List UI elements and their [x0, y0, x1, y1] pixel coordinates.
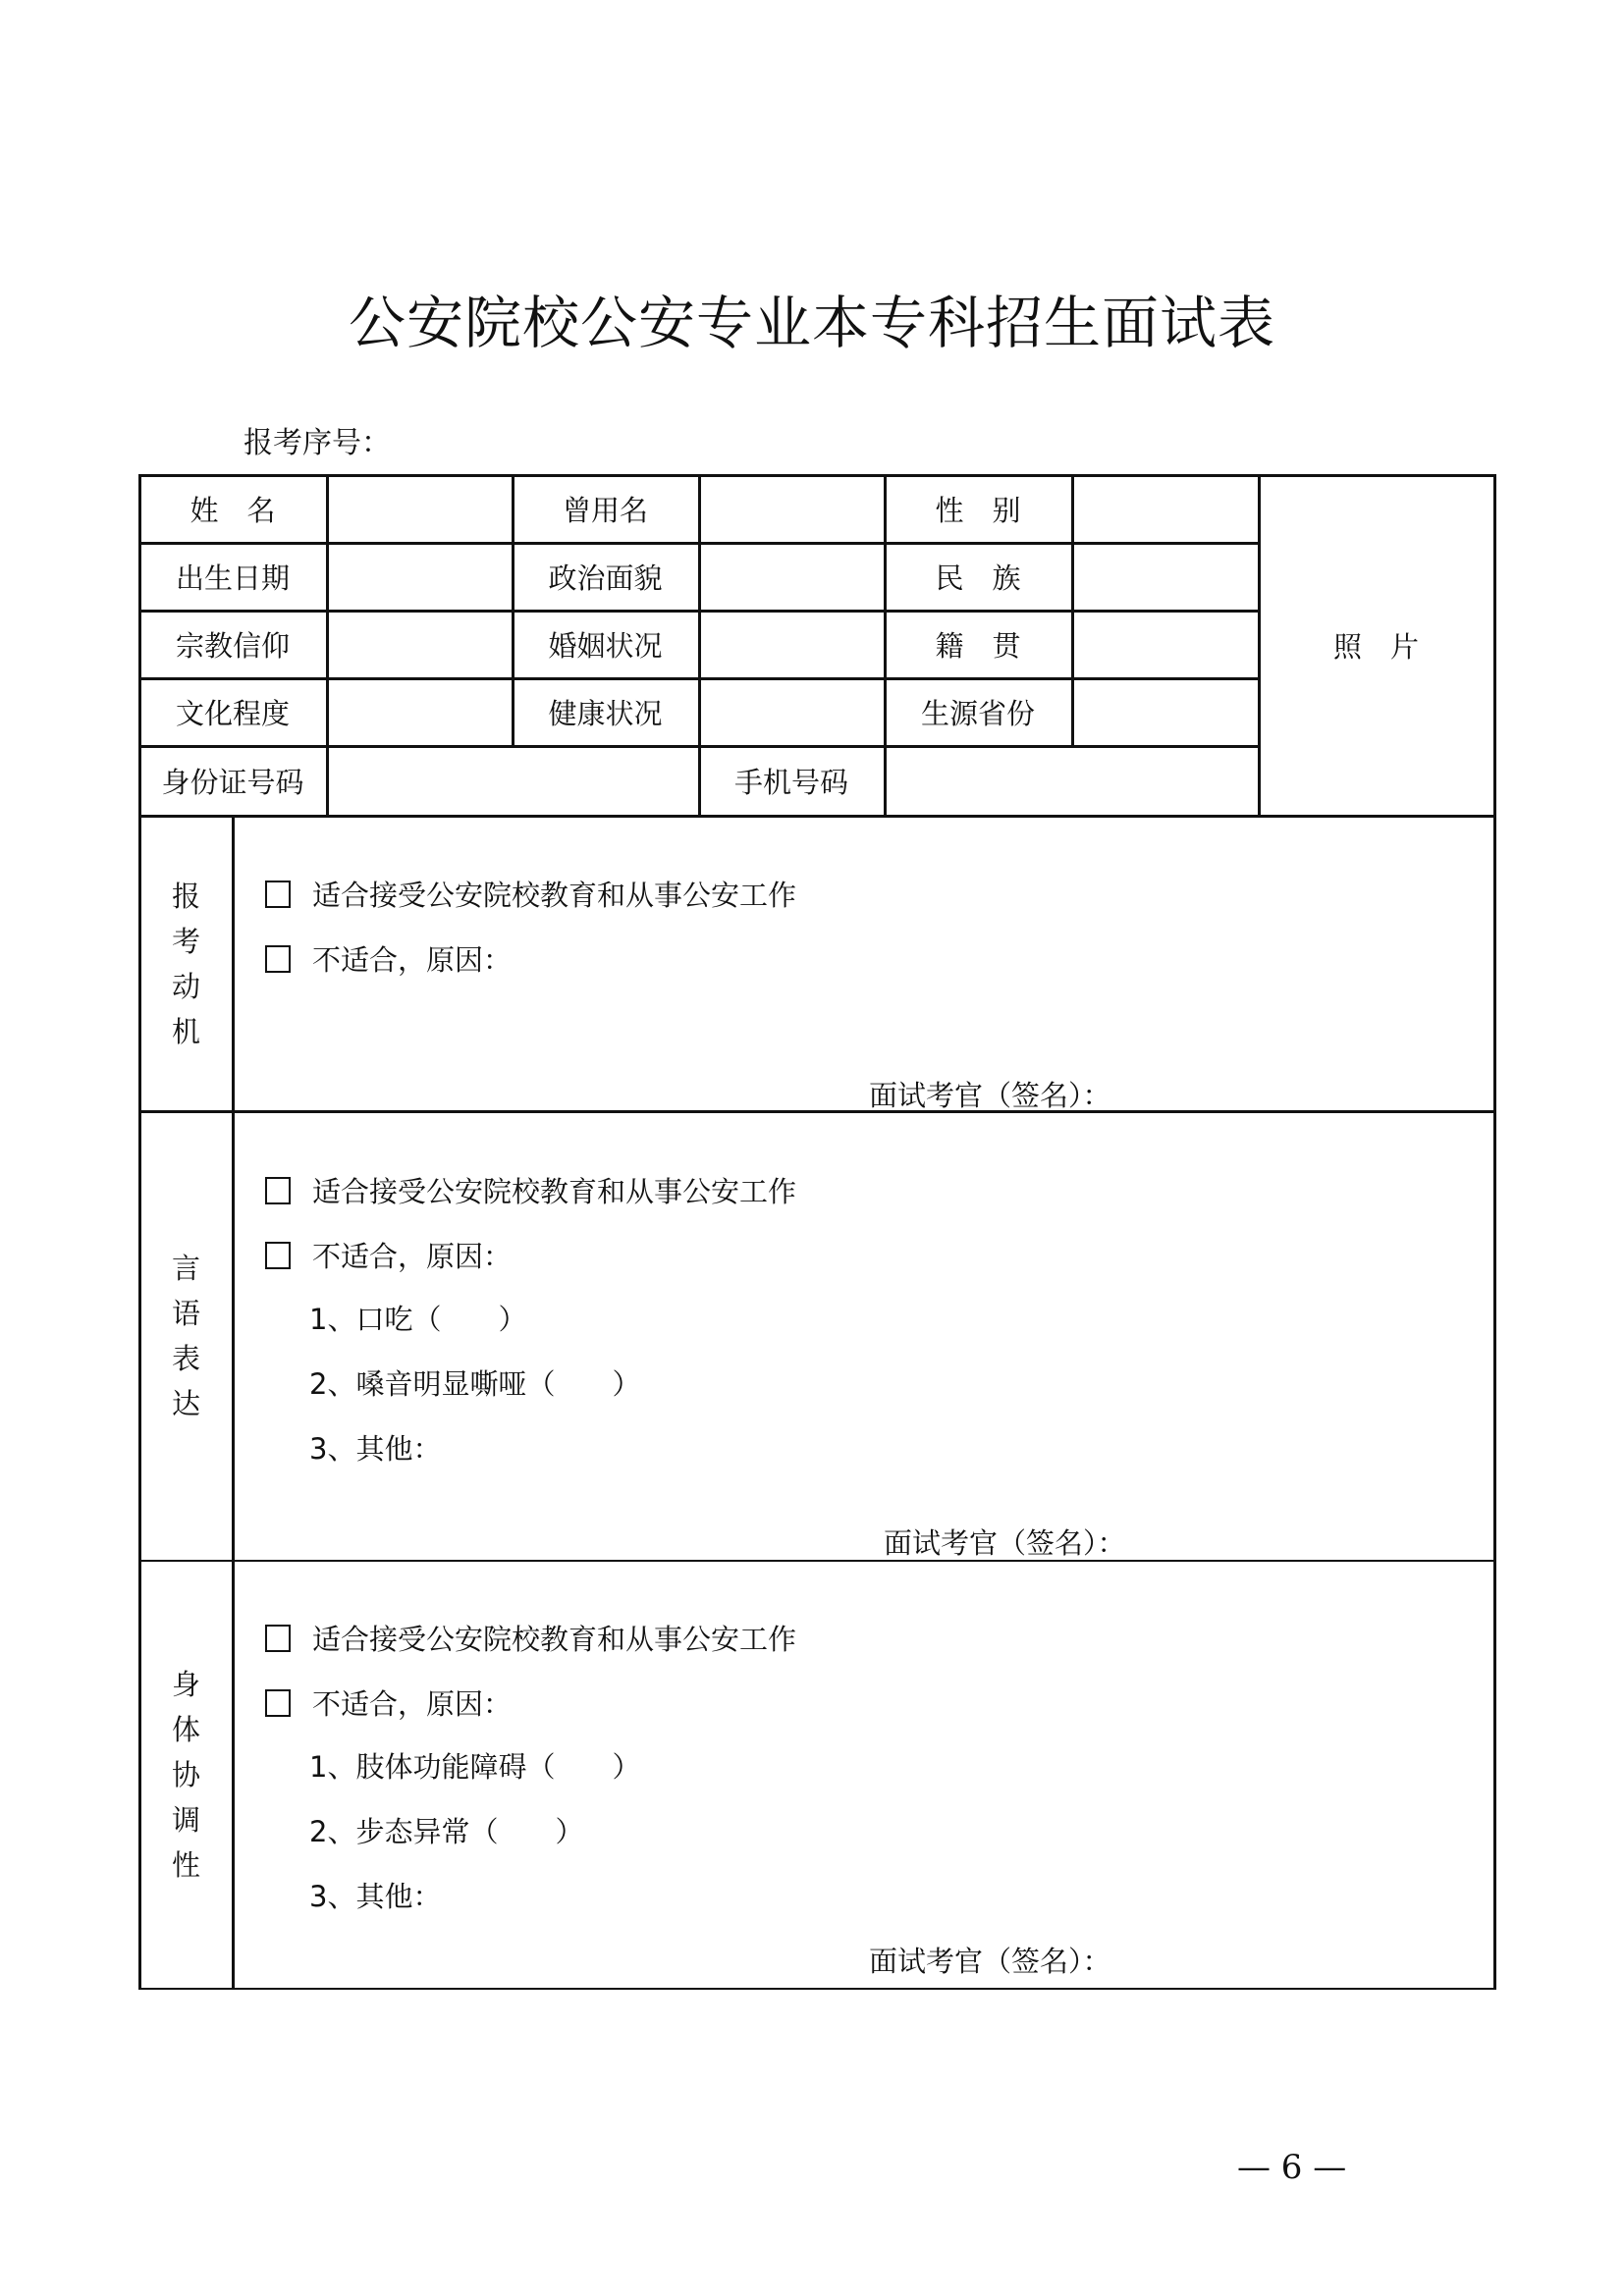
label-marital-status: 婚姻状况 [548, 629, 663, 663]
label-char: 身 [171, 1668, 200, 1701]
label-source-province: 生源省份 [920, 697, 1035, 730]
option-unsuitable[interactable] [265, 1682, 512, 1723]
label-native-place: 籍 贯 [935, 629, 1021, 663]
form-title: 公安院校公安专业本专科招生面试表 [348, 290, 1275, 356]
checkbox[interactable] [265, 881, 291, 908]
label-char: 协 [171, 1758, 200, 1791]
label-former-name: 曾用名 [562, 494, 648, 527]
checkbox[interactable] [265, 1177, 291, 1204]
reason-item: 3、其他： [309, 1432, 442, 1466]
reason-item: 1、肢体功能障碍（ ） [309, 1750, 641, 1784]
checkbox[interactable] [265, 945, 291, 973]
checkbox[interactable] [265, 1689, 291, 1717]
label-char: 调 [171, 1803, 200, 1837]
label-gender: 性 别 [935, 494, 1021, 527]
label-char: 表 [171, 1342, 200, 1375]
serial-number-label: 报考序号： [244, 426, 391, 460]
label-char: 报 [171, 880, 200, 913]
label-education: 文化程度 [175, 697, 290, 730]
photo-area: 照 片 [1332, 630, 1419, 664]
examiner-signature: 面试考官（签名）： [884, 1526, 1126, 1560]
examiner-signature: 面试考官（签名）： [869, 1945, 1111, 1978]
reason-item: 3、其他： [309, 1880, 442, 1913]
option-text: 不适合，原因： [312, 943, 513, 977]
label-char: 机 [171, 1015, 200, 1048]
label-char: 性 [171, 1848, 200, 1882]
label-ethnicity: 民 族 [935, 561, 1021, 595]
label-char: 考 [171, 925, 200, 958]
examiner-signature: 面试考官（签名）： [869, 1079, 1111, 1112]
option-suitable[interactable] [265, 874, 796, 914]
checkbox[interactable] [265, 1242, 291, 1269]
option-text: 适合接受公安院校教育和从事公安工作 [312, 879, 797, 912]
section-speech-label [139, 1112, 233, 1560]
label-char: 体 [171, 1713, 200, 1746]
label-name: 姓 名 [189, 494, 276, 527]
option-text: 不适合，原因： [312, 1687, 513, 1721]
label-birth-date: 出生日期 [175, 561, 290, 595]
section-motivation-label [139, 817, 233, 1111]
label-char: 言 [171, 1252, 200, 1285]
reason-item: 1、口吃（ ） [309, 1303, 527, 1336]
label-char: 动 [171, 970, 200, 1003]
checkbox[interactable] [265, 1625, 291, 1652]
reason-item: 2、嗓音明显嘶哑（ ） [309, 1367, 641, 1401]
section-coordination-label [139, 1562, 233, 1988]
option-text: 不适合，原因： [312, 1240, 513, 1273]
option-suitable[interactable] [265, 1618, 796, 1658]
label-political-status: 政治面貌 [548, 561, 663, 595]
option-text: 适合接受公安院校教育和从事公安工作 [312, 1175, 797, 1208]
page-number: — 6 — [1237, 2148, 1347, 2187]
label-religion: 宗教信仰 [175, 629, 290, 663]
label-health: 健康状况 [548, 697, 663, 730]
option-text: 适合接受公安院校教育和从事公安工作 [312, 1623, 797, 1656]
option-unsuitable[interactable] [265, 938, 512, 979]
option-unsuitable[interactable] [265, 1235, 512, 1275]
label-phone: 手机号码 [733, 766, 848, 799]
label-char: 语 [171, 1297, 200, 1330]
reason-item: 2、步态异常（ ） [309, 1815, 584, 1848]
option-suitable[interactable] [265, 1170, 796, 1210]
label-id-number: 身份证号码 [161, 766, 304, 799]
label-char: 达 [171, 1387, 200, 1420]
